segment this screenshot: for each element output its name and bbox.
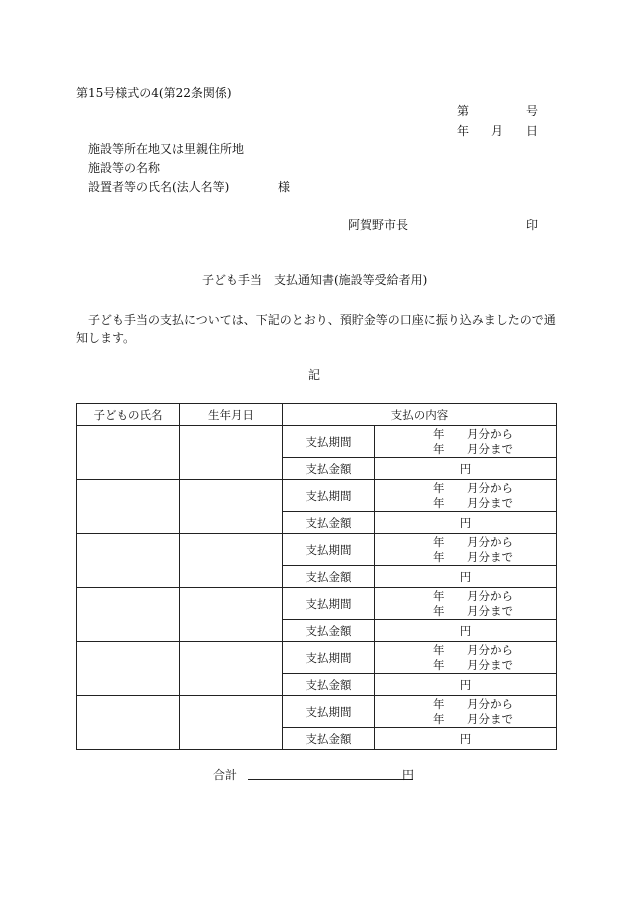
ki-label: 記 <box>308 368 321 382</box>
seal-mark: 印 <box>526 218 539 232</box>
period-label-cell: 支払期間 <box>283 426 375 458</box>
period-to <box>375 496 556 511</box>
period-to-month: 月分まで <box>467 441 513 456</box>
body-text-line2: 知します。 <box>76 331 136 345</box>
period-to-month: 月分まで <box>467 711 513 726</box>
period-from-year: 年 <box>433 642 445 657</box>
period-from-year: 年 <box>433 696 445 711</box>
table-row <box>77 588 557 620</box>
period-label-cell: 支払期間 <box>283 588 375 620</box>
number-prefix: 第 <box>457 104 470 118</box>
date-month: 月 <box>491 124 504 138</box>
amount-value-cell: 円 <box>375 620 557 642</box>
period-from-month: 月分から <box>467 642 513 657</box>
amount-label-cell: 支払金額 <box>283 674 375 696</box>
child-name-cell <box>77 642 180 696</box>
period-label-cell: 支払期間 <box>283 534 375 566</box>
total-underline <box>248 778 413 780</box>
period-to-year: 年 <box>433 603 445 618</box>
period-value-cell <box>375 534 557 566</box>
amount-label-cell: 支払金額 <box>283 728 375 750</box>
form-number: 第15号様式の4(第22条関係) <box>76 86 232 100</box>
payment-table <box>76 403 557 750</box>
issuer-name: 阿賀野市長 <box>348 218 409 232</box>
table-row <box>77 480 557 512</box>
period-from <box>375 589 556 604</box>
header-child-name: 子どもの氏名 <box>77 404 180 426</box>
child-name-cell <box>77 534 180 588</box>
date-day: 日 <box>526 124 539 138</box>
period-label-cell: 支払期間 <box>283 696 375 728</box>
facility-name-label: 施設等の名称 <box>88 161 161 175</box>
honorific: 様 <box>278 180 291 194</box>
total-unit: 円 <box>402 768 415 782</box>
period-value-cell <box>375 426 557 458</box>
number-suffix: 号 <box>526 104 539 118</box>
period-value-cell <box>375 696 557 728</box>
child-name-cell <box>77 696 180 750</box>
child-name-cell <box>77 588 180 642</box>
birthdate-cell <box>180 534 283 588</box>
period-to-year: 年 <box>433 657 445 672</box>
period-to-month: 月分まで <box>467 549 513 564</box>
header-payment-content: 支払の内容 <box>283 404 557 426</box>
amount-label-cell: 支払金額 <box>283 458 375 480</box>
child-name-cell <box>77 480 180 534</box>
body-text-line1: 子ども手当の支払については、下記のとおり、預貯金等の口座に振り込みましたので通 <box>88 313 556 327</box>
period-value-cell <box>375 480 557 512</box>
period-to <box>375 604 556 619</box>
period-from-month: 月分から <box>467 480 513 495</box>
birthdate-cell <box>180 426 283 480</box>
amount-value-cell: 円 <box>375 512 557 534</box>
period-from <box>375 643 556 658</box>
period-from-month: 月分から <box>467 696 513 711</box>
amount-label-cell: 支払金額 <box>283 566 375 588</box>
amount-value-cell: 円 <box>375 674 557 696</box>
period-to <box>375 550 556 565</box>
period-from <box>375 481 556 496</box>
period-from-year: 年 <box>433 426 445 441</box>
table-row <box>77 534 557 566</box>
amount-value-cell: 円 <box>375 728 557 750</box>
table-row <box>77 426 557 458</box>
period-label-cell: 支払期間 <box>283 480 375 512</box>
period-from-year: 年 <box>433 480 445 495</box>
amount-value-cell: 円 <box>375 458 557 480</box>
founder-label: 設置者等の氏名(法人名等) <box>88 180 230 194</box>
header-birthdate: 生年月日 <box>180 404 283 426</box>
address-label: 施設等所在地又は里親住所地 <box>88 142 245 156</box>
birthdate-cell <box>180 696 283 750</box>
period-to-month: 月分まで <box>467 603 513 618</box>
period-label-cell: 支払期間 <box>283 642 375 674</box>
period-to-month: 月分まで <box>467 657 513 672</box>
table-row <box>77 642 557 674</box>
birthdate-cell <box>180 642 283 696</box>
amount-value-cell: 円 <box>375 566 557 588</box>
table-header-row <box>77 404 557 426</box>
birthdate-cell <box>180 480 283 534</box>
date-year: 年 <box>457 124 470 138</box>
period-from-year: 年 <box>433 588 445 603</box>
period-from <box>375 697 556 712</box>
period-to <box>375 712 556 727</box>
amount-label-cell: 支払金額 <box>283 620 375 642</box>
period-from-month: 月分から <box>467 588 513 603</box>
total-label: 合計 <box>213 768 238 782</box>
amount-label-cell: 支払金額 <box>283 512 375 534</box>
birthdate-cell <box>180 588 283 642</box>
period-to-year: 年 <box>433 711 445 726</box>
period-from <box>375 535 556 550</box>
child-name-cell <box>77 426 180 480</box>
document-title: 子ども手当 支払通知書(施設等受給者用) <box>202 273 428 287</box>
period-to-month: 月分まで <box>467 495 513 510</box>
period-from-year: 年 <box>433 534 445 549</box>
period-from <box>375 427 556 442</box>
period-from-month: 月分から <box>467 426 513 441</box>
table-row <box>77 696 557 728</box>
period-value-cell <box>375 642 557 674</box>
period-to <box>375 442 556 457</box>
period-to <box>375 658 556 673</box>
period-to-year: 年 <box>433 495 445 510</box>
period-to-year: 年 <box>433 549 445 564</box>
period-to-year: 年 <box>433 441 445 456</box>
period-from-month: 月分から <box>467 534 513 549</box>
period-value-cell <box>375 588 557 620</box>
